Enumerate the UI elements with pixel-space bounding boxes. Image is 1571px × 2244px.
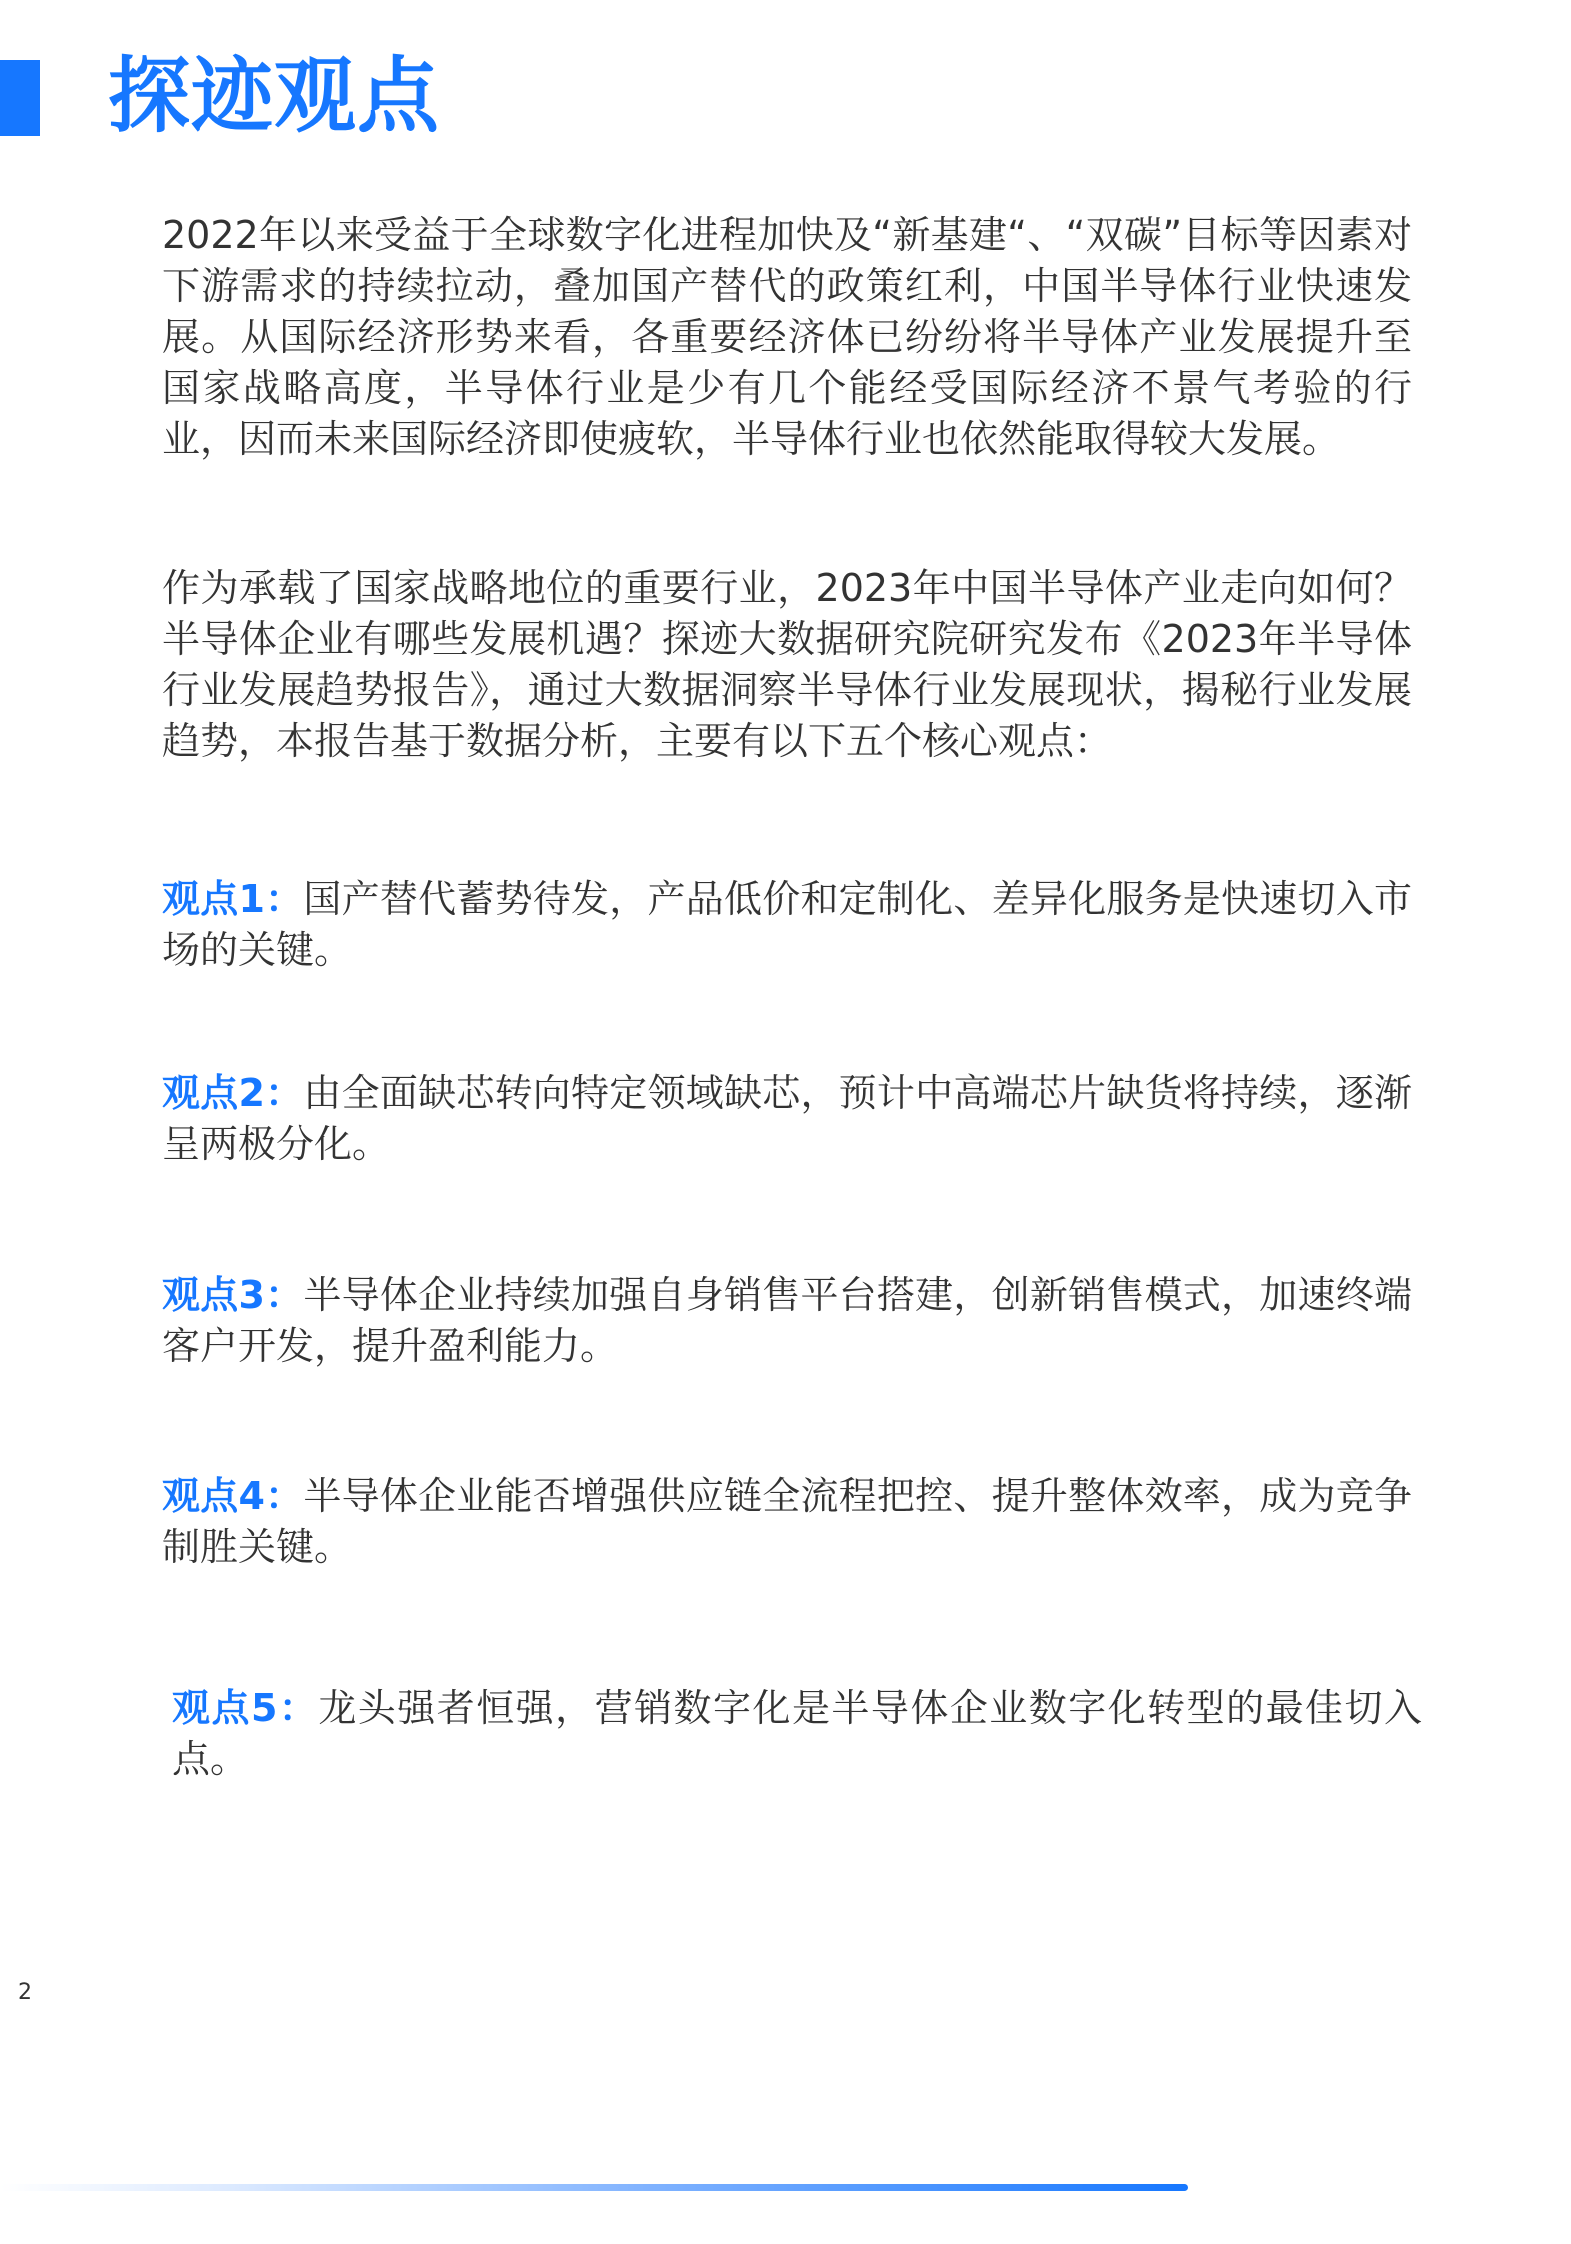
title-accent-bar	[0, 60, 40, 136]
viewpoint-2-text: 由全面缺芯转向特定领域缺芯，预计中高端芯片缺货将持续，逐渐呈两极分化。	[162, 1071, 1412, 1166]
page-number: 2	[18, 1980, 32, 2005]
footer-gradient-line	[0, 2184, 1188, 2191]
viewpoint-5	[172, 1683, 1422, 1785]
viewpoint-4	[162, 1471, 1412, 1573]
viewpoint-3	[162, 1270, 1412, 1372]
viewpoint-3-text: 半导体企业持续加强自身销售平台搭建，创新销售模式，加速终端客户开发，提升盈利能力。	[162, 1273, 1412, 1368]
viewpoint-4-text: 半导体企业能否增强供应链全流程把控、提升整体效率，成为竞争制胜关键。	[162, 1474, 1412, 1569]
viewpoint-2	[162, 1068, 1412, 1170]
intro-paragraph-1: 2022年以来受益于全球数字化进程加快及“新基建“、“双碳”目标等因素对下游需求的持续拉动，叠加国产替代的政策红利，中国半导体行业快速发展。从国际经济形势来看，各重要经济体已纷纷将半导体产业发展提升至国家战略高度，半导体行业是少有几个能经受国际经济不景气考验的行业，因而未来国际经济即使疲软，半导体行业也依然能取得较大发展。	[162, 213, 1412, 461]
viewpoint-4-label: 观点4：	[162, 1474, 304, 1518]
viewpoint-3-label: 观点3：	[162, 1273, 304, 1317]
viewpoint-1	[162, 874, 1412, 976]
viewpoint-2-label: 观点2：	[162, 1071, 304, 1115]
page-title: 探迹观点	[108, 49, 441, 144]
viewpoint-5-label: 观点5：	[172, 1686, 319, 1730]
viewpoint-5-text: 龙头强者恒强，营销数字化是半导体企业数字化转型的最佳切入点。	[172, 1686, 1422, 1781]
intro-paragraph-2: 作为承载了国家战略地位的重要行业，2023年中国半导体产业走向如何？半导体企业有哪些发展机遇？探迹大数据研究院研究发布《2023年半导体行业发展趋势报告》，通过大数据洞察半导体行业发展现状，揭秘行业发展趋势，本报告基于数据分析，主要有以下五个核心观点：	[162, 566, 1412, 763]
viewpoint-1-text: 国产替代蓄势待发，产品低价和定制化、差异化服务是快速切入市场的关键。	[162, 877, 1412, 972]
viewpoint-1-label: 观点1：	[162, 877, 304, 921]
